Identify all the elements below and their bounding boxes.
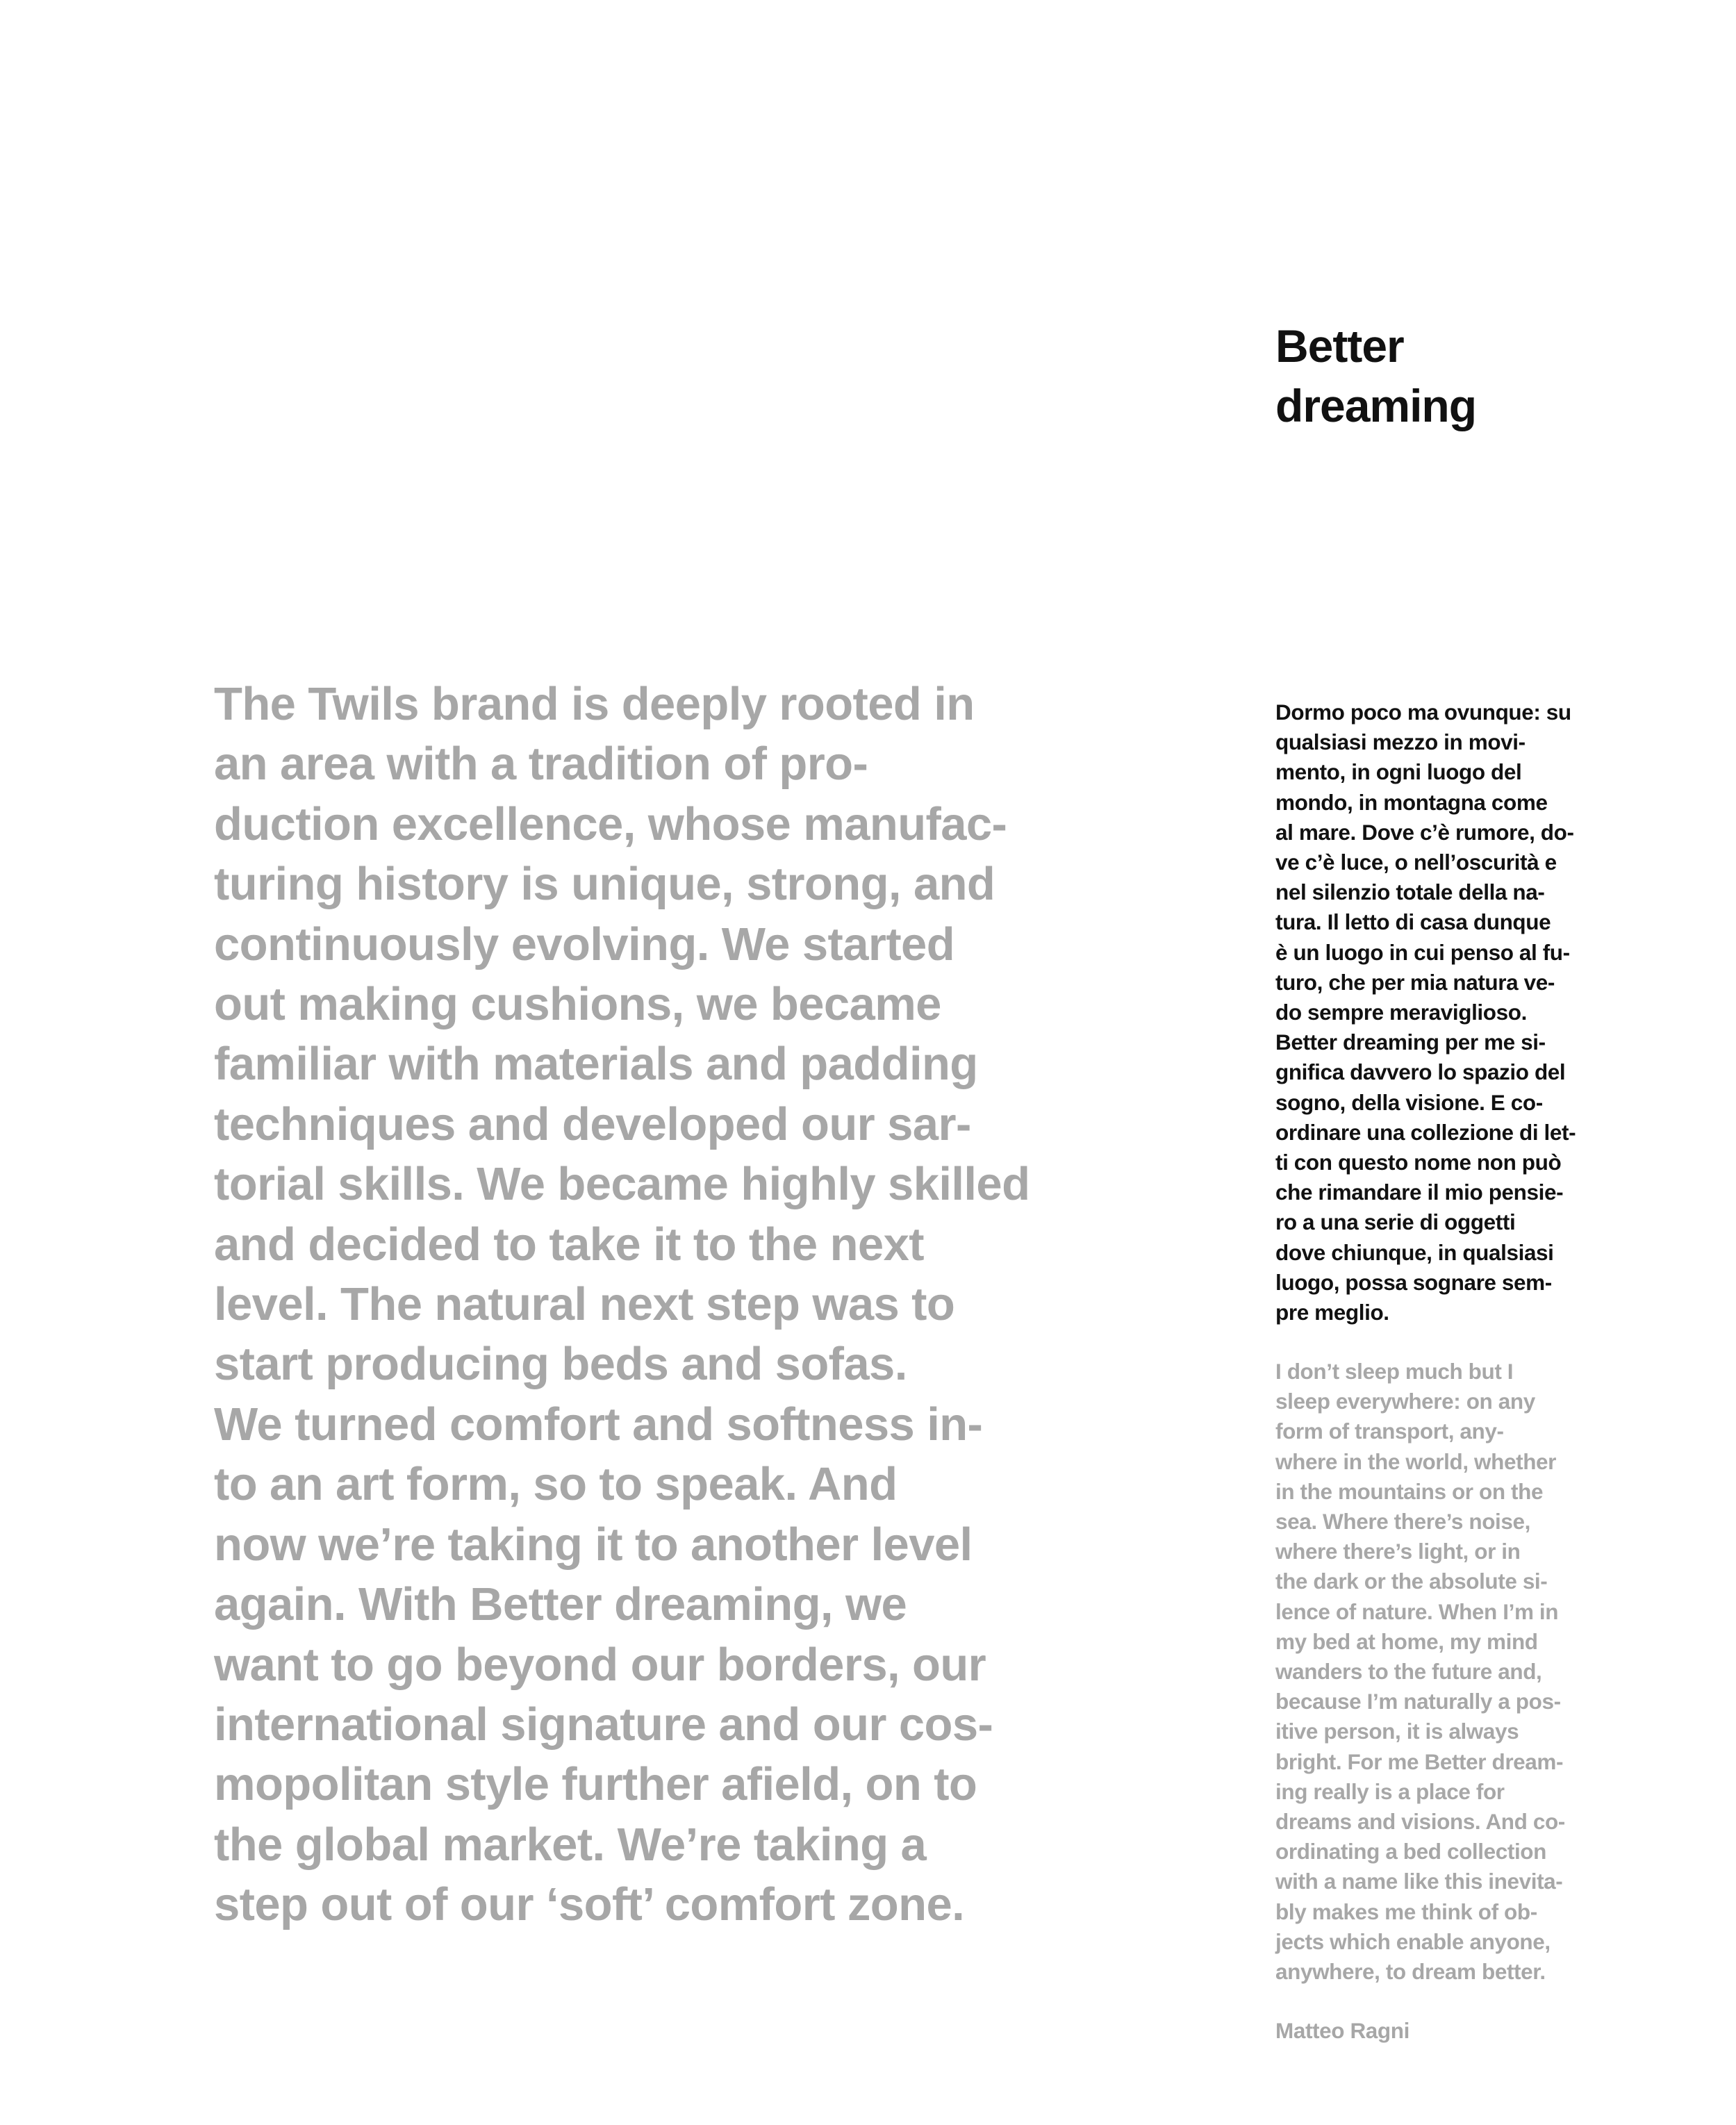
italian-line: al mare. Dove c’è rumore, do- [1275, 819, 1574, 845]
english-line: itive person, it is always [1275, 1719, 1519, 1744]
english-line: where there’s light, or in [1275, 1539, 1521, 1564]
english-line: form of transport, any- [1275, 1419, 1504, 1444]
page-title [1275, 316, 1664, 436]
english-line: anywhere, to dream better. [1275, 1959, 1546, 1985]
intro-line: The Twils brand is deeply rooted in [214, 678, 975, 730]
italian-line: Dormo poco ma ovunque: su [1275, 700, 1571, 725]
english-line: because I’m naturally a pos- [1275, 1689, 1561, 1714]
intro-line: mopolitan style further afield, on to [214, 1758, 977, 1811]
intro-line: step out of our ‘soft’ comfort zone. [214, 1878, 965, 1931]
intro-line: to an art form, so to speak. And [214, 1458, 898, 1511]
intro-line: techniques and developed our sar- [214, 1098, 971, 1150]
italian-line: tura. Il letto di casa dunque [1275, 909, 1551, 935]
italian-line: turo, che per mia natura ve- [1275, 969, 1555, 995]
italian-line: do sempre meraviglioso. [1275, 1000, 1527, 1025]
italian-line: è un luogo in cui penso al fu- [1275, 939, 1570, 965]
intro-line: start producing beds and sofas. [214, 1338, 907, 1391]
italian-line: gnifica davvero lo spazio del [1275, 1059, 1566, 1085]
english-line: bly makes me think of ob- [1275, 1899, 1537, 1924]
english-line: in the mountains or on the [1275, 1478, 1544, 1504]
italian-line: che rimandare il mio pensie- [1275, 1180, 1564, 1205]
intro-line: and decided to take it to the next [214, 1218, 924, 1271]
english-line: where in the world, whether [1275, 1448, 1557, 1474]
italian-line: Better dreaming per me si- [1275, 1030, 1546, 1055]
intro-line: level. The natural next step was to [214, 1278, 955, 1331]
intro-line: want to go beyond our borders, our [214, 1638, 986, 1691]
italian-line: sogno, della visione. E co- [1275, 1089, 1543, 1115]
english-line: the dark or the absolute si- [1275, 1569, 1548, 1594]
intro-line: out making cushions, we became [214, 978, 941, 1031]
intro-line: continuously evolving. We started [214, 918, 955, 970]
intro-line: familiar with materials and padding [214, 1038, 978, 1091]
italian-quote-paragraph [1275, 697, 1595, 1328]
english-line: I don’t sleep much but I [1275, 1359, 1514, 1384]
italian-line: dove chiunque, in qualsiasi [1275, 1239, 1554, 1265]
english-line: wanders to the future and, [1275, 1659, 1542, 1685]
italian-line: qualsiasi mezzo in movi- [1275, 729, 1526, 755]
intro-line: turing history is unique, strong, and [214, 858, 995, 911]
italian-line: luogo, possa sognare sem- [1275, 1269, 1552, 1295]
author-name: Matteo Ragni [1275, 2018, 1410, 2043]
intro-line: an area with a tradition of pro- [214, 738, 868, 791]
english-line: lence of nature. When I’m in [1275, 1598, 1559, 1624]
intro-line: duction excellence, whose manufac- [214, 797, 1007, 850]
italian-line: ro a una serie di oggetti [1275, 1209, 1516, 1235]
english-line: sea. Where there’s noise, [1275, 1509, 1530, 1535]
intro-line: the global market. We’re taking a [214, 1818, 927, 1871]
italian-line: ve c’è luce, o nell’oscurità e [1275, 850, 1557, 875]
italian-line: mondo, in montagna come [1275, 789, 1548, 815]
italian-line: pre meglio. [1275, 1300, 1389, 1325]
italian-line: mento, in ogni luogo del [1275, 759, 1522, 785]
intro-line: We turned comfort and softness in- [214, 1398, 983, 1450]
italian-line: nel silenzio totale della na- [1275, 879, 1545, 905]
english-line: ing really is a place for [1275, 1778, 1505, 1804]
intro-line: torial skills. We became highly skilled [214, 1158, 1030, 1211]
english-quote-paragraph [1275, 1357, 1595, 1987]
english-line: jects which enable anyone, [1275, 1928, 1551, 1954]
title-line: Better [1275, 320, 1404, 372]
intro-line: again. With Better dreaming, we [214, 1578, 907, 1631]
brand-intro-paragraph [214, 675, 1034, 1935]
english-line: my bed at home, my mind [1275, 1628, 1538, 1654]
intro-line: now we’re taking it to another level [214, 1518, 973, 1571]
english-line: with a name like this inevita- [1275, 1869, 1563, 1894]
english-line: ordinating a bed collection [1275, 1839, 1546, 1864]
italian-line: ordinare una collezione di let- [1275, 1119, 1576, 1145]
english-line: sleep everywhere: on any [1275, 1389, 1535, 1414]
intro-line: international signature and our cos- [214, 1698, 993, 1751]
italian-line: ti con questo nome non può [1275, 1150, 1562, 1175]
english-line: bright. For me Better dream- [1275, 1748, 1564, 1774]
title-line: dreaming [1275, 380, 1477, 431]
english-line: dreams and visions. And co- [1275, 1809, 1565, 1835]
